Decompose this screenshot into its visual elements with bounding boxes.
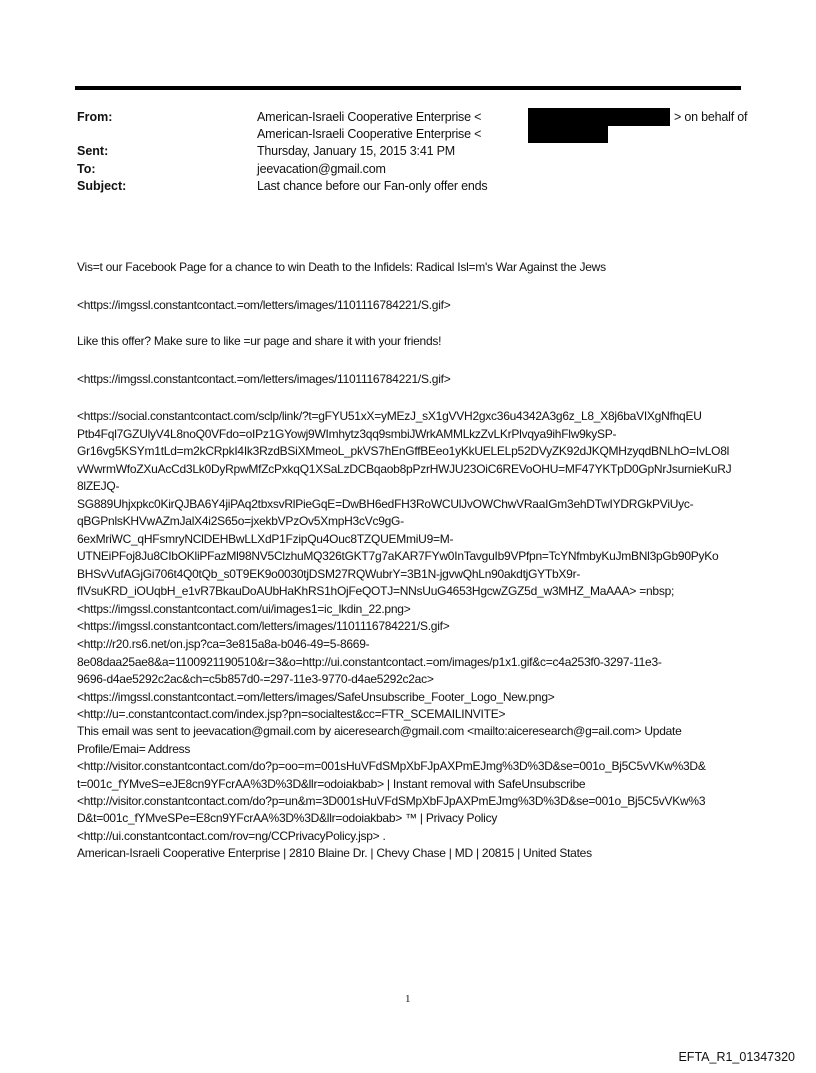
body-line: <https://imgssl.constantcontact.=om/letters/images/1101116784221/S.gif>	[77, 298, 451, 312]
body-line: Vis=t our Facebook Page for a chance to win Death to the Infidels: Radical Isl=m's War Against the Jews	[77, 260, 606, 274]
body-line: American-Israeli Cooperative Enterprise | 2810 Blaine Dr. | Chevy Chase | MD | 20815 | United States	[77, 846, 592, 860]
body-line: <http://r20.rs6.net/on.jsp?ca=3e815a8a-b046-49=5-8669-	[77, 637, 370, 651]
sent-value: Thursday, January 15, 2015 3:41 PM	[257, 144, 455, 158]
body-line: <https://imgssl.constantcontact.com/ui/images1=ic_lkdin_22.png>	[77, 602, 411, 616]
body-line: This email was sent to jeevacation@gmail.com by aiceresearch@gmail.com <mailto:aiceresearch@g=ail.com> Update	[77, 724, 682, 738]
body-line: <http://visitor.constantcontact.com/do?p=un&m=3D001sHuVFdSMpXbFJpAXPmEJmg%3D%3D&se=001o_Bj5C5vVKw%3	[77, 794, 706, 808]
from-value-suffix: > on behalf of	[674, 110, 748, 124]
subject-value: Last chance before our Fan-only offer ends	[257, 179, 488, 193]
body-line: <http://ui.constantcontact.com/rov=ng/CCPrivacyPolicy.jsp> .	[77, 829, 386, 843]
body-line: Gr16vg5KSYm1tLd=m2kCRpkI4Ik3RzdBSiXMmeoL_pkVS7hEnGffBEeo1yKkUELELp52DVyZK92dJKQMHzyqdBNLhO=IvLO8l	[77, 444, 730, 458]
body-line: <https://imgssl.constantcontact.com/letters/images/1101116784221/S.gif>	[77, 619, 450, 633]
body-line: Like this offer? Make sure to like =ur page and share it with your friends!	[77, 334, 442, 348]
body-line: 9696-d4ae5292c2ac&ch=c5b857d0-=297-11e3-9770-d4ae5292c2ac>	[77, 672, 434, 686]
body-line: Profile/Emai= Address	[77, 742, 191, 756]
bates-number: EFTA_R1_01347320	[678, 1050, 795, 1064]
subject-label: Subject:	[77, 179, 127, 193]
body-line: <https://social.constantcontact.com/sclp/link/?t=gFYU51xX=yMEzJ_sX1gVVH2gxc36u4342A3g6z_L8_X8j6baVIXgNfhqEU	[77, 409, 702, 423]
body-line: <http://u=.constantcontact.com/index.jsp?pn=socialtest&cc=FTR_SCEMAILINVITE>	[77, 707, 506, 721]
from-value-2: American-Israeli Cooperative Enterprise <	[257, 127, 482, 141]
body-line: <https://imgssl.constantcontact.=om/letters/images/1101116784221/S.gif>	[77, 372, 451, 386]
body-line: SG889Uhjxpkc0KirQJBA6Y4jiPAq2tbxsvRlPieGqE=DwBH6edFH3RoWCUlJvOWChwVRaaIGm3ehDTwIYDRGkPViUyc-	[77, 497, 694, 511]
sent-label: Sent:	[77, 144, 109, 158]
from-value-1: American-Israeli Cooperative Enterprise <	[257, 110, 482, 124]
body-line: BHSvVufAGjGi706t4Q0tQb_s0T9EK9o0030tjDSM27RQWubrY=3B1N-jgvwQhLn90akdtjGYTbX9r-	[77, 567, 581, 581]
body-line: qBGPnlsKHVwAZmJalX4i2S65o=jxekbVPzOv5XmpH3cVc9gG-	[77, 514, 404, 528]
to-value: jeevacation@gmail.com	[257, 162, 386, 176]
body-line: vWwrmWfoZXuAcCd3Lk0DyRpwMfZcPxkqQ1XSaLzDCBqaob8pPzrHWJU23OiC6REVoOHU=MF47YKTpD0GpNrJsurnieKuRJ	[77, 462, 732, 476]
body-line: UTNEiPFoj8Ju8CIbOKliPFazMl98NV5ClzhuMQ326tGKT7g7aKAR7FYw0InTavguIb9VPfpn=TcYNfmbyKuJmBNl3pGb90PyKo	[77, 549, 719, 563]
body-line: fIVsuKRD_iOUqbH_e1vR7BkauDoAUbHaKhRS1hOjFeQOTJ=NNsUuG4653HgcwZGZ5d_w3MHZ_MaAAA> =nbsp;	[77, 584, 675, 598]
body-line: 8lZEJQ-	[77, 479, 120, 493]
body-line: 8e08daa25ae8&a=1100921190510&r=3&o=http://ui.constantcontact.=om/images/p1x1.gif&c=c4a253f0-3297-11e3-	[77, 655, 662, 669]
page-number: 1	[405, 993, 411, 1005]
header-rule	[75, 86, 741, 90]
body-line: <https://imgssl.constantcontact.=om/letters/images/SafeUnsubscribe_Footer_Logo_New.png>	[77, 690, 555, 704]
redaction-box	[528, 108, 670, 126]
body-line: Ptb4Fql7GZUlyV4L8noQ0VFdo=oIPz1GYowj9WImhytz3qq9smbiJWrkAMMLkzZvLKrPlvqya9ihFlw9kySP-	[77, 427, 617, 441]
body-line: 6exMriWC_qHFsmryNClDEHBwLLXdP1FzipQu4Ouc8TZQUEMmiU9=M-	[77, 532, 454, 546]
body-line: <http://visitor.constantcontact.com/do?p=oo=m=001sHuVFdSMpXbFJpAXPmEJmg%3D%3D&se=001o_Bj5C5vVKw%3D&	[77, 759, 706, 773]
from-label: From:	[77, 110, 113, 124]
body-line: t=001c_fYMveS=eJE8cn9YFcrAA%3D%3D&llr=odoiakbab> | Instant removal with SafeUnsubscribe	[77, 777, 586, 791]
to-label: To:	[77, 162, 96, 176]
body-line: D&t=001c_fYMveSPe=E8cn9YFcrAA%3D%3D&llr=odoiakbab> ™ | Privacy Policy	[77, 811, 498, 825]
redaction-box	[528, 126, 608, 143]
